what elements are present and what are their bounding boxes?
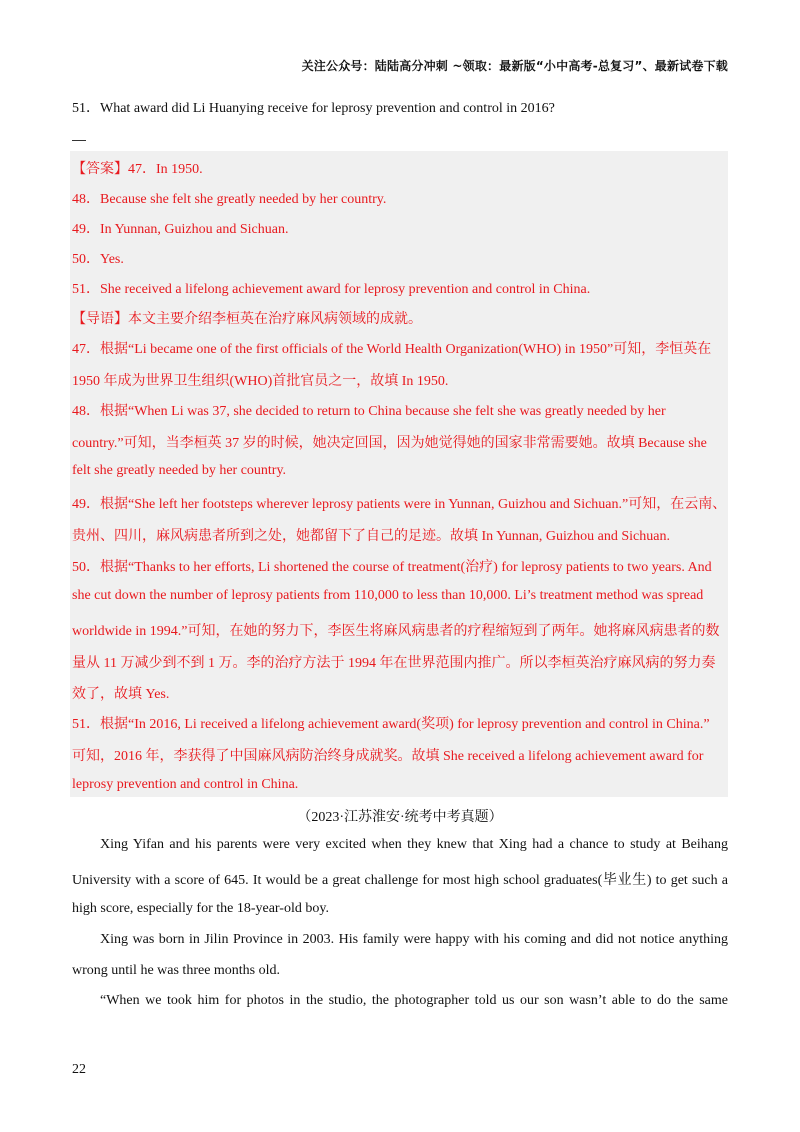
answer-line: 48．Because she felt she greatly needed by her country. <box>72 192 387 207</box>
answer-line: 1950 年成为世界卫生组织(WHO)首批官员之一，故填 In 1950. <box>72 374 449 389</box>
answer-line: 【答案】47．In 1950. <box>72 162 203 177</box>
passage-line: wrong until he was three months old. <box>72 963 281 978</box>
answer-blank <box>72 140 86 141</box>
answer-line: 47．根据“Li became one of the first officials of the World Health Organization(WHO) in 1950”可知，李恒英在 <box>72 342 712 357</box>
answer-line: 50．Yes. <box>72 252 124 267</box>
answer-line: 51．根据“In 2016, Li received a lifelong achievement award(奖项) for leprosy prevention and control in China.” <box>72 717 710 732</box>
passage-line: Xing was born in Jilin Province in 2003. His family were happy with his coming and did not notice anything <box>100 932 728 947</box>
answer-line: 效了，故填 Yes. <box>72 687 170 702</box>
passage-line: high score, especially for the 18-year-old boy. <box>72 901 329 916</box>
answer-line: felt she greatly needed by her country. <box>72 463 287 478</box>
answer-line: 贵州、四川，麻风病患者所到之处，她都留下了自己的足迹。故填 In Yunnan, Guizhou and Sichuan. <box>72 529 670 544</box>
answer-line: worldwide in 1994.”可知，在她的努力下，李医生将麻风病患者的疗程缩短到了两年。她将麻风病患者的数 <box>72 624 720 639</box>
page-header: 关注公众号：陆陆高分冲刺 ~领取：最新版“小中高考-总复习”、最新试卷下载 <box>301 59 728 73</box>
answer-line: 50．根据“Thanks to her efforts, Li shortened the course of treatment(治疗) for leprosy patients to two years. And <box>72 560 712 575</box>
page-number: 22 <box>72 1062 86 1077</box>
answer-line: 49．根据“She left her footsteps wherever leprosy patients were in Yunnan, Guizhou and Sichuan.”可知，在云南、 <box>72 497 727 512</box>
answer-line: 可知，2016 年，李获得了中国麻风病防治终身成就奖。故填 She received a lifelong achievement award for <box>72 749 704 764</box>
answer-line: 49．In Yunnan, Guizhou and Sichuan. <box>72 222 289 237</box>
passage-line: University with a score of 645. It would be a great challenge for most high school graduates(毕业生) to get such a <box>72 873 728 888</box>
passage-line: Xing Yifan and his parents were very excited when they knew that Xing had a chance to study at Beihang <box>100 837 728 852</box>
question-51: 51．What award did Li Huanying receive for leprosy prevention and control in 2016? <box>72 101 555 116</box>
answer-line: 量从 11 万减少到不到 1 万。李的治疗方法于 1994 年在世界范围内推广。所以李桓英治疗麻风病的努力奏 <box>72 656 716 671</box>
answer-line: leprosy prevention and control in China. <box>72 777 299 792</box>
answer-line: country.”可知，当李桓英 37 岁的时候，她决定回国，因为她觉得她的国家非常需要她。故填 Because she <box>72 436 707 451</box>
answer-line: 48．根据“When Li was 37, she decided to return to China because she felt she was greatly needed by her <box>72 404 666 419</box>
source-citation: （2023·江苏淮安·统考中考真题） <box>297 810 503 825</box>
passage-line: “When we took him for photos in the studio, the photographer told us our son wasn’t able to do the same <box>100 993 728 1008</box>
answer-line: 51．She received a lifelong achievement award for leprosy prevention and control in China. <box>72 282 591 297</box>
answer-line: 【导语】本文主要介绍李桓英在治疗麻风病领域的成就。 <box>72 312 422 327</box>
answer-line: she cut down the number of leprosy patients from 110,000 to less than 10,000. Li’s treatment method was spread <box>72 588 704 603</box>
